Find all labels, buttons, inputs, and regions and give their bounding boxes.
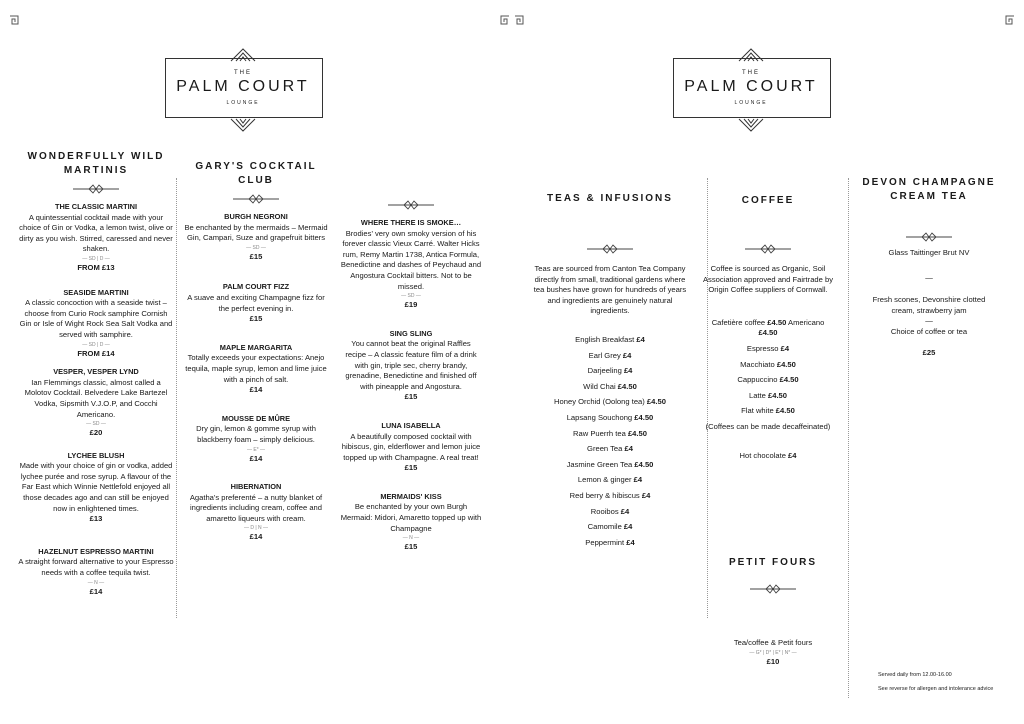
coffee-column [700,194,836,466]
item-price: £15 [249,251,263,261]
item-price: £13 [89,514,103,524]
item-name: HAZELNUT ESPRESSO MARTINI [38,546,154,556]
petit-fours-item: Tea/coffee & Petit fours [733,638,813,647]
item-description: A straight forward alternative to your Espresso needs with a coffee tequila twist. [18,557,174,578]
item-name: HIBERNATION [230,482,282,492]
tea-price: £4.50 [627,428,647,438]
tea-name: Red berry & hibiscus [569,490,640,500]
devon-heading: DEVON CHAMPAGNE CREAM TEA [862,177,996,202]
teas-intro: Teas are sourced from Canton Tea Company directly from small, traditional gardens where tea bushes have grown for hundreds of years and ingredients are genuinely natural ingredients. [533,264,687,316]
decaf-note: (Coffees can be made decaffeinated) [705,421,831,431]
devon-drink-choice: Choice of coffee or tea [890,326,968,336]
coffee-name: Latte [748,390,766,400]
logo-the: THE [234,70,252,76]
gary-cocktail-column [184,160,328,543]
corner-ornament-icon [515,14,537,36]
devon-champagne: Glass Taittinger Brut NV [888,248,970,257]
item-description: Made with your choice of gin or vodka, added lychee purée and rose syrup. A flavour of the Far East which Winnie Nettlefold enjoyed all those decades ago and can still be enjoyed now in enlightened times. [19,461,173,513]
tea-item [532,491,688,502]
cocktail-column-3 [340,194,482,553]
tea-name: Wild Chai [583,381,616,391]
teas-column [532,192,688,553]
item-price: £15 [404,542,418,552]
ornament-divider-icon [587,244,633,254]
item-name: PALM COURT FIZZ [222,282,290,292]
item-description: Be enchanted by your own Burgh Mermaid: Midori, Amaretto topped up with Champagne [340,502,482,533]
item-name: MOUSSE DE MÛRE [221,413,291,423]
petit-fours-section [700,556,846,667]
coffee-item [700,360,836,371]
coffee-price: £4.50 [758,328,778,338]
item-dietary: — N — [402,535,420,542]
item-description: Ian Flemmings classic, almost called a Molotov Cocktail. Belvedere Lake Bartezel Vodka, Sipsmith V.J.O.P, and Cocchi Americano. [24,377,168,419]
coffee-price: £4.50 [768,390,788,400]
allergen-note: See reverse for allergen and intolerance advice [878,686,994,692]
tea-item [532,429,688,440]
tea-name: Camomile [587,522,622,532]
item-description: You cannot beat the original Raffles recipe – A classic feature film of a drink with gin, triple sec, cherry brandy, grenadine, Benedictine and finished off with pineapple and Angostura. [345,339,477,391]
tea-price: £4 [626,537,635,547]
item-price: £15 [404,392,418,402]
item-name: MERMAIDS' KISS [380,491,442,501]
tea-price: £4 [624,444,633,454]
corner-ornament-icon [992,14,1014,36]
item-dietary: — SD | D — [82,341,110,348]
tea-name: Peppermint [585,537,625,547]
martinis-column [18,150,174,597]
item-name: THE CLASSIC MARTINI [54,202,138,211]
tea-price: £4 [623,522,633,532]
art-deco-crest-icon [735,118,767,132]
item-price: £15 [404,463,418,473]
coffee-price: £4 [780,343,790,353]
tea-item [532,460,688,471]
served-daily-note: Served daily from 12.00-16.00 [878,672,952,678]
petit-fours-price: £10 [766,656,780,666]
item-name: SING SLING [389,328,433,338]
item-price: FROM £13 [77,262,115,272]
item-price: £20 [89,428,103,438]
item-dietary: — SD | D — [82,255,110,262]
tea-price: £4.50 [646,397,666,407]
tea-item [532,538,688,549]
item-name: LYCHEE BLUSH [67,450,125,460]
item-dietary: — D | N — [243,525,269,532]
palm-court-logo [673,48,833,168]
petit-fours-heading: PETIT FOURS [728,557,818,568]
item-dietary: — E* — [246,446,266,453]
tea-price: £4 [623,366,633,376]
tea-item [532,444,688,455]
tea-name: Earl Grey [588,350,621,360]
coffee-list [700,318,836,461]
coffee-name: Espresso [746,343,779,353]
item-description: Totally exceeds your expectations: Anejo tequila, maple syrup, lemon and lime juice with a pinch of salt. [185,353,327,384]
item-dietary: — SD — [246,244,266,251]
coffee-price: £4 [788,450,797,460]
coffee-name: Americano [788,317,825,327]
devon-dash: — [925,316,933,326]
ornament-divider-icon [73,184,119,194]
item-description: Be enchanted by the mermaids – Mermaid Gin, Campari, Suze and grapefruit bitters [184,222,328,243]
item-price: FROM £14 [77,348,115,358]
tea-item [532,397,688,408]
tea-price: £4.50 [617,381,637,391]
coffee-item [700,318,836,339]
item-name: BURGH NEGRONI [224,212,288,221]
petit-fours-dietary: — G* | D* | E* | N* — [749,649,797,656]
item-name: SEASIDE MARTINI [63,287,129,297]
coffee-intro: Coffee is sourced as Organic, Soil Association approved and Fairtrade by Origin Coffee suppliers of Cornwall. [702,264,833,295]
teas-heading: TEAS & INFUSIONS [547,193,673,204]
tea-item [532,335,688,346]
tea-name: Raw Puerrh tea [573,428,626,438]
coffee-name: Hot chocolate [739,450,786,460]
item-price: £14 [89,586,103,596]
tea-item [532,351,688,362]
ornament-divider-icon [745,244,791,254]
logo-subtitle: LOUNGE [226,100,260,106]
tea-name: Lemon & ginger [577,475,632,485]
column-divider [176,178,177,618]
coffee-item [700,406,836,417]
item-price: £15 [249,314,263,324]
item-dietary: — SD — [401,293,421,300]
coffee-name: Flat white [741,406,774,416]
logo-title: PALM COURT [684,78,818,95]
coffee-name: Cappuccino [737,375,778,385]
tea-price: £4 [633,475,643,485]
palm-court-logo [165,48,325,168]
tea-name: Lapsang Souchong [566,412,633,422]
item-description: Dry gin, lemon & gomme syrup with blackberry foam – simply delicious. [196,424,316,444]
logo-title: PALM COURT [176,78,310,95]
ornament-divider-icon [750,584,796,594]
art-deco-crest-icon [227,118,259,132]
item-price: £19 [404,300,418,310]
coffee-name: Macchiato [740,359,775,369]
tea-list [532,335,688,548]
ornament-divider-icon [233,194,279,204]
item-name: LUNA ISABELLA [381,420,441,430]
item-description: A quintessential cocktail made with your choice of Gin or Vodka, a lemon twist, olive or dirty as you wish. Stirred, caressed and never shaken. [19,212,173,254]
coffee-price: £4.50 [767,317,787,327]
tea-price: £4 [641,490,651,500]
item-description: A beautifully composed cocktail with hibiscus, gin, elderflower and lemon juice topped up with Champagne. A real treat! [341,431,481,462]
item-description: A classic concoction with a seaside twist – choose from Curio Rock samphire Cornish Gin or Isle of Wight Rock Sea Salt Vodka and served with samphire. [19,298,173,339]
item-price: £14 [249,385,263,395]
tea-name: English Breakfast [575,334,635,344]
tea-price: £4 [620,506,630,516]
item-dietary: — N — [87,579,105,586]
coffee-item [700,375,836,386]
devon-cream-tea-column [862,176,996,358]
coffee-price: £4.50 [776,359,796,369]
coffee-item [700,391,836,402]
item-dietary: — SD — [86,421,106,428]
tea-price: £4.50 [634,459,654,469]
tea-item [532,522,688,533]
column-divider [848,178,849,698]
tea-item [532,475,688,486]
tea-price: £4.50 [634,412,654,422]
item-description: Agatha's preferenté – a nutty blanket of ingredients including cream, coffee and amaretto liqueurs with cream. [189,492,323,523]
gary-heading: GARY'S COCKTAIL CLUB [195,161,317,186]
coffee-name: Cafetière coffee [711,317,766,327]
coffee-item [700,344,836,355]
coffee-item [700,451,836,462]
martinis-heading: WONDERFULLY WILD MARTINIS [27,151,165,176]
tea-item [532,382,688,393]
ornament-divider-icon [388,200,434,210]
corner-ornament-icon [487,14,509,36]
item-name: MAPLE MARGARITA [219,342,293,352]
tea-price: £4 [636,334,645,344]
item-description: Brodies' very own smoky version of his forever classic Vieux Carré. Walter Hicks rum, Remy Martin 1738, Antica Formula, Benedictine and dashes of Peychaud and Angostura Cocktail bitters. Not to be missed. [340,228,482,291]
tea-name: Honey Orchid (Oolong tea) [554,397,645,407]
tea-item [532,366,688,377]
tea-name: Green Tea [587,444,623,454]
tea-price: £4 [622,350,632,360]
item-name: WHERE THERE IS SMOKE… [360,218,462,227]
ornament-divider-icon [906,232,952,242]
tea-name: Rooibos [590,506,619,516]
item-name: VESPER, VESPER LYND [53,367,139,377]
devon-dash: — [925,272,933,282]
corner-ornament-icon [10,14,32,36]
coffee-heading: COFFEE [741,195,795,206]
item-price: £14 [249,532,263,542]
tea-item [532,413,688,424]
item-price: £14 [249,453,263,463]
coffee-price: £4.50 [775,406,795,416]
tea-name: Jasmine Green Tea [566,459,633,469]
tea-item [532,507,688,518]
logo-the: THE [742,70,760,76]
logo-subtitle: LOUNGE [734,100,768,106]
devon-price: £25 [922,347,936,357]
tea-name: Darjeeling [587,366,622,376]
coffee-price: £4.50 [779,375,799,385]
devon-scones: Fresh scones, Devonshire clotted cream, strawberry jam [872,295,986,315]
item-description: A suave and exciting Champagne fizz for the perfect evening in. [187,292,325,313]
